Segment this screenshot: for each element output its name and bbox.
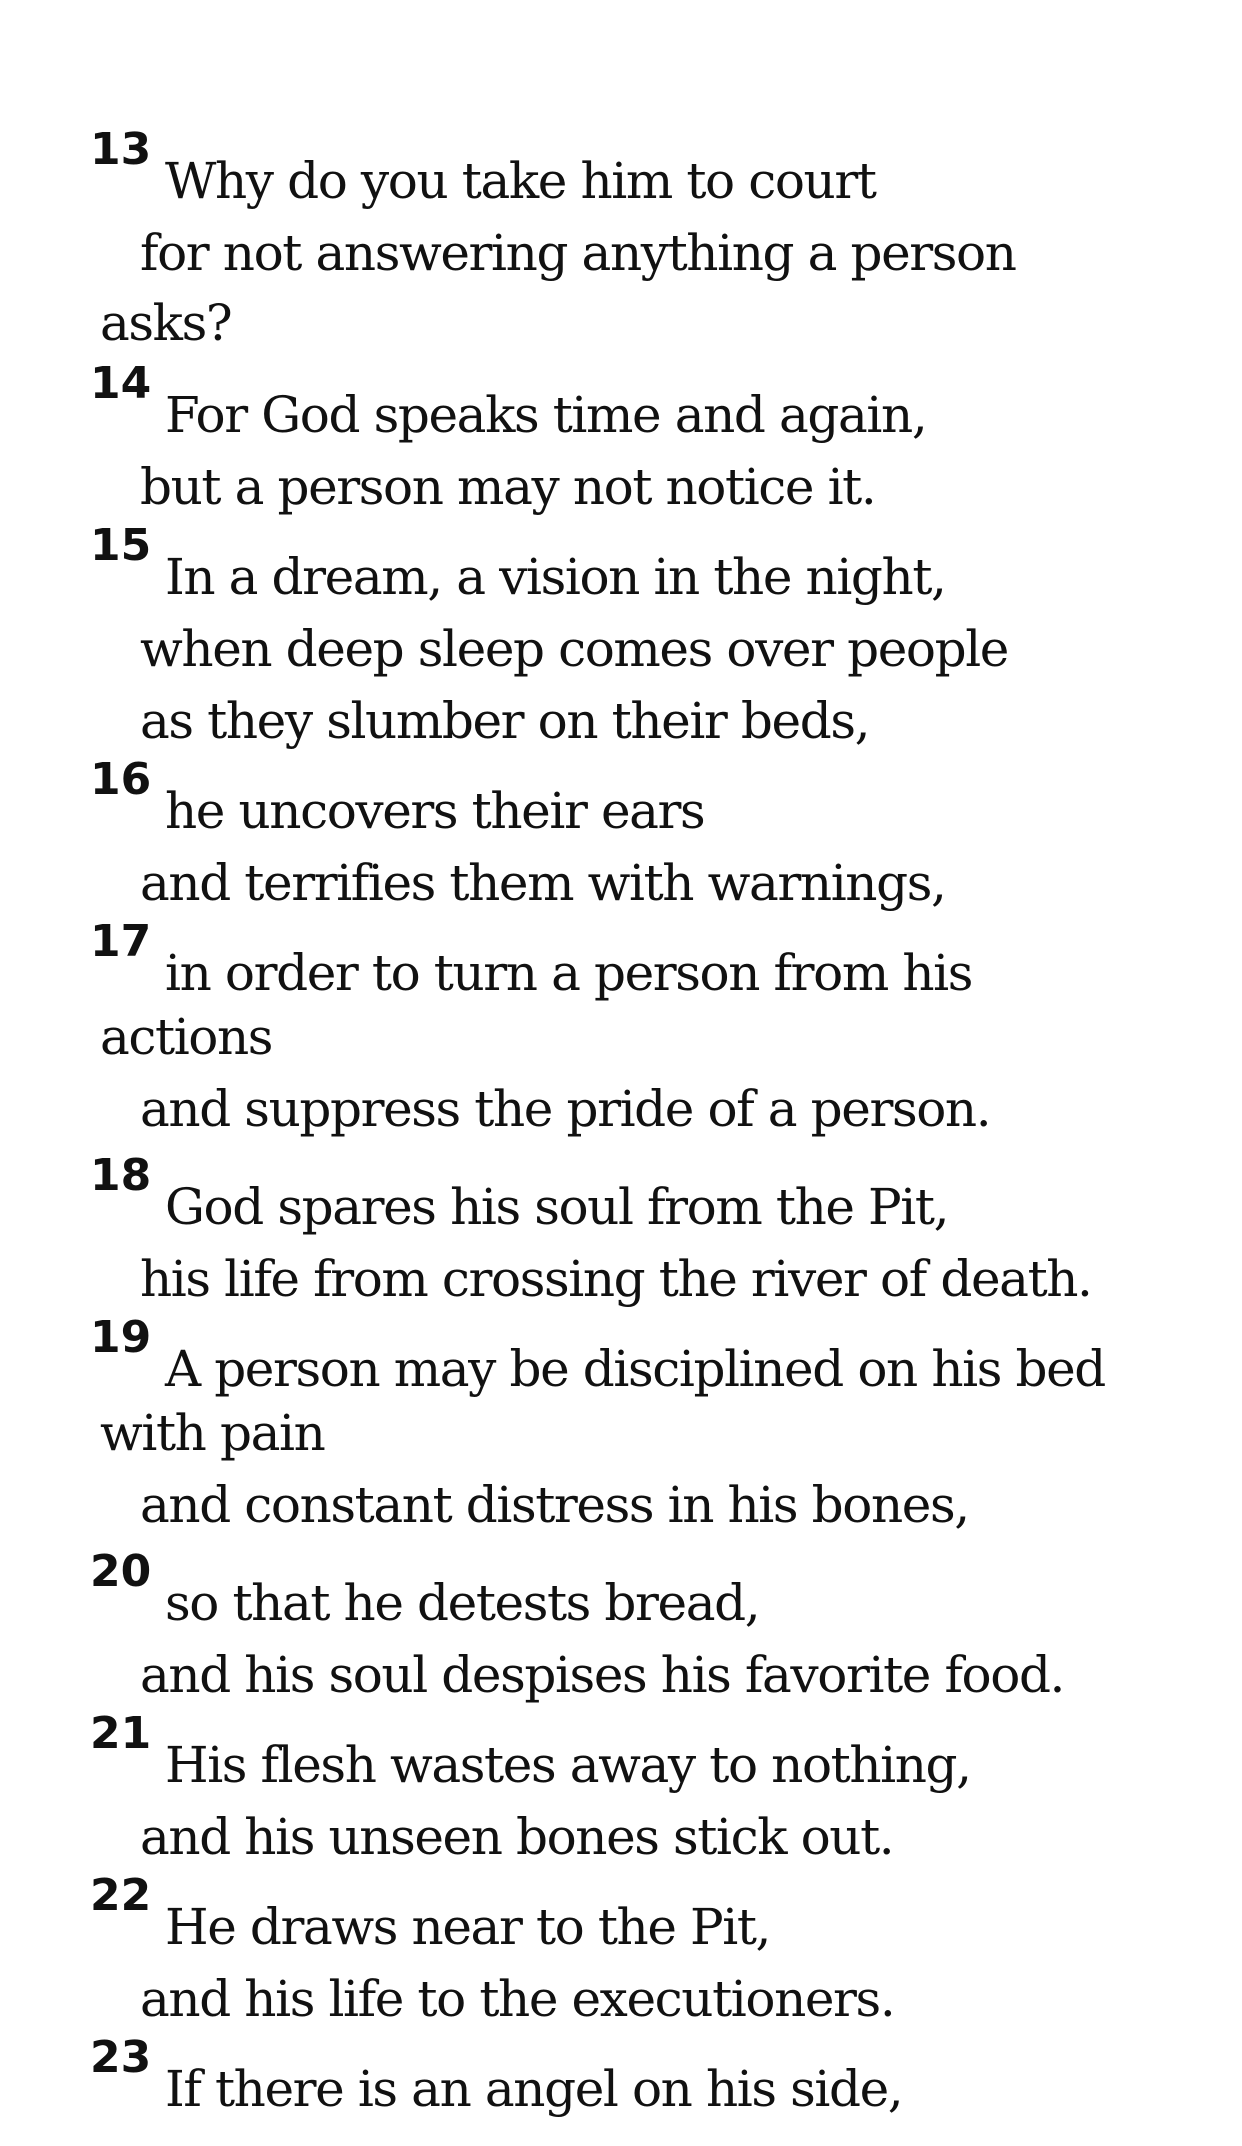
verse-line: but a person may not notice it. [140,458,876,516]
verse-number: 21 [90,1708,152,1759]
verse-number: 20 [90,1546,152,1597]
verse-line: God spares his soul from the Pit, [165,1178,949,1236]
verse-line: so that he detests bread, [165,1574,760,1632]
verse-line: his life from crossing the river of death. [140,1250,1092,1308]
verse-number: 13 [90,124,152,175]
verse-line: in order to turn a person from his [165,944,972,1002]
verse-line: asks? [100,294,232,352]
verse-line: actions [100,1008,273,1066]
verse-number: 16 [90,754,152,805]
verse-line: His flesh wastes away to nothing, [165,1736,971,1794]
verse-line: In a dream, a vision in the night, [165,548,946,606]
verse-number: 17 [90,916,152,967]
verse-line: If there is an angel on his side, [165,2060,903,2118]
verse-number: 22 [90,1870,152,1921]
verse-line: A person may be disciplined on his bed [165,1340,1105,1398]
verse-line: as they slumber on their beds, [140,692,870,750]
verse-line: and his life to the executioners. [140,1970,895,2028]
verse-line: with pain [100,1404,325,1462]
verse-number: 19 [90,1312,152,1363]
verse-line: and his unseen bones stick out. [140,1808,894,1866]
verse-line: and terrifies them with warnings, [140,854,946,912]
verse-number: 18 [90,1150,152,1201]
verse-number: 14 [90,358,152,409]
verse-line: and suppress the pride of a person. [140,1080,991,1138]
verse-line: He draws near to the Pit, [165,1898,771,1956]
verse-line: For God speaks time and again, [165,386,927,444]
verse-number: 23 [90,2032,152,2083]
verse-line: when deep sleep comes over people [140,620,1008,678]
verse-number: 15 [90,520,152,571]
verse-line: Why do you take him to court [165,152,876,210]
verse-line: and constant distress in his bones, [140,1476,969,1534]
verse-line: for not answering anything a person [140,224,1016,282]
verse-line: he uncovers their ears [165,782,705,840]
verse-line: and his soul despises his favorite food. [140,1646,1065,1704]
